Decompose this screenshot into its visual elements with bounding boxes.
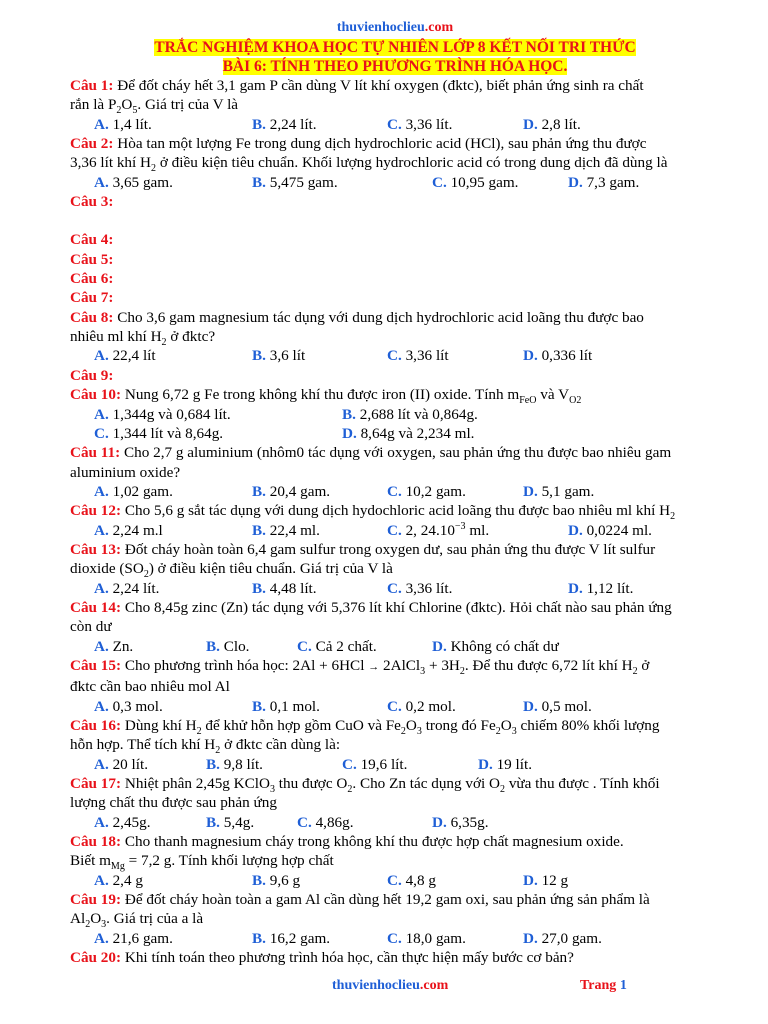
page-number: Trang 1 (580, 978, 627, 993)
option-a[interactable]: A. 2,24 lít. (94, 579, 160, 597)
option-d[interactable]: D. 27,0 gam. (523, 929, 602, 947)
document-title: TRẮC NGHIỆM KHOA HỌC TỰ NHIÊN LỚP 8 KẾT NỐI TRI THỨC (154, 39, 636, 56)
answer-options (70, 871, 720, 890)
answer-options (70, 346, 720, 365)
option-c[interactable]: C. 0,2 mol. (387, 697, 456, 715)
option-d[interactable]: D. 7,3 gam. (568, 173, 640, 191)
site-header[interactable] (70, 18, 720, 38)
option-a[interactable]: A. 21,6 gam. (94, 929, 173, 947)
option-c[interactable]: C. 2, $24.10^{-3}$ ml. (387, 520, 490, 539)
option-d[interactable]: D. 5,1 gam. (523, 482, 595, 500)
answer-options (70, 579, 720, 598)
option-b[interactable]: B. 22,4 ml. (252, 521, 320, 539)
option-c[interactable]: C. 18,0 gam. (387, 929, 466, 947)
option-c[interactable]: C. 3,36 lít. (387, 115, 453, 133)
answer-options (70, 755, 720, 774)
option-d[interactable]: D. 2,8 lít. (523, 115, 581, 133)
option-a[interactable]: A. Zn. (94, 637, 134, 655)
arrow-icon: → (368, 660, 380, 673)
option-c[interactable]: C. Cả 2 chất. (297, 637, 377, 655)
option-c[interactable]: C. 19,6 lít. (342, 755, 408, 773)
option-b[interactable]: B. 3,6 lít (252, 347, 306, 365)
answer-options (70, 929, 720, 948)
option-d[interactable]: D. 0,336 lít (523, 347, 593, 365)
option-a[interactable]: A. 1,344g và 0,684 lít. (94, 405, 231, 423)
option-b[interactable]: B. 0,1 mol. (252, 697, 320, 715)
option-a[interactable]: A. 3,65 gam. (94, 173, 173, 191)
question-6: Câu 6: (70, 270, 114, 288)
option-b[interactable]: B. 2,688 lít và 0,864g. (342, 405, 478, 423)
option-b[interactable]: B. 9,6 g (252, 871, 301, 889)
question-17: Câu 17: Nhiệt phân 2,45g KClO$_3$ thu được $O_2$. Cho Zn tác dụng với $O_2$ vừa thu được . Tính khối (70, 775, 660, 796)
option-d[interactable]: D. 12 g (523, 871, 569, 889)
question-15: Câu 15: Cho phương trình hóa học: 2Al + 6HCl → 2AlCl$_3$ + $3H_2$. Để thu được 6,72 lít khí $H_2$ ở (70, 656, 650, 677)
option-c[interactable]: C. 1,344 lít và 8,64g. (94, 424, 224, 442)
question-19: Câu 19: Để đốt cháy hoàn toàn a gam Al cần dùng hết 19,2 gam oxi, sau phản ứng sản phẩm là (70, 891, 650, 909)
option-b[interactable]: B. 2,24 lít. (252, 115, 317, 133)
option-a[interactable]: A. 2,24 m.l (94, 521, 163, 539)
option-b[interactable]: B. 16,2 gam. (252, 929, 331, 947)
question-20: Câu 20: Khi tính toán theo phương trình hóa học, cần thực hiện mấy bước cơ bản? (70, 949, 574, 967)
answer-options (70, 424, 720, 443)
option-b[interactable]: B. 5,4g. (206, 813, 255, 831)
option-d[interactable]: D. 8,64g và 2,234 ml. (342, 424, 475, 442)
option-d[interactable]: D. 0,0224 ml. (568, 521, 652, 539)
option-b[interactable]: B. 9,8 lít. (206, 755, 263, 773)
option-b[interactable]: B. 20,4 gam. (252, 482, 331, 500)
option-b[interactable]: B. Clo. (206, 637, 250, 655)
option-d[interactable]: D. Không có chất dư (432, 637, 559, 655)
footer-site-link[interactable]: thuvienhoclieu.com (332, 978, 449, 993)
option-a[interactable]: A. 1,02 gam. (94, 482, 173, 500)
option-c[interactable]: C. 4,8 g (387, 871, 436, 889)
answer-options (70, 697, 720, 716)
question-10: Câu 10: Nung 6,72 g Fe trong không khí thu được iron (II) oxide. Tính $m_{FeO}$ và $V_{O2}$ (70, 386, 582, 407)
option-c[interactable]: C. 4,86g. (297, 813, 354, 831)
question-16: Câu 16: Dùng khí $H_2$ để khử hỗn hợp gồm CuO và $Fe_2O_3$ trong đó $Fe_2O_3$ chiếm 80% khối lượng (70, 717, 660, 738)
question-4: Câu 4: (70, 231, 114, 249)
answer-options (70, 482, 720, 501)
option-a[interactable]: A. 2,45g. (94, 813, 151, 831)
option-d[interactable]: D. 19 lít. (478, 755, 533, 773)
option-d[interactable]: D. 6,35g. (432, 813, 489, 831)
option-b[interactable]: B. 4,48 lít. (252, 579, 317, 597)
answer-options (70, 115, 720, 134)
answer-options (70, 637, 720, 656)
page-footer (0, 978, 768, 998)
answer-options (70, 813, 720, 832)
option-d[interactable]: D. 1,12 lít. (568, 579, 634, 597)
question-2: Câu 2: Hòa tan một lượng Fe trong dung dịch hydrochloric acid (HCl), sau phản ứng thu được (70, 135, 647, 153)
question-14: Câu 14: Cho 8,45g zinc (Zn) tác dụng với 5,376 lít khí Chlorine (đktc). Hỏi chất nào sau phản ứng (70, 598, 672, 616)
option-a[interactable]: A. 1,4 lít. (94, 115, 152, 133)
site-name: thuvienhoclieu (336, 20, 425, 35)
option-b[interactable]: B. 5,475 gam. (252, 173, 338, 191)
answer-options (70, 521, 720, 540)
option-c[interactable]: C. 10,95 gam. (432, 173, 519, 191)
option-c[interactable]: C. 3,36 lít (387, 347, 449, 365)
option-d[interactable]: D. 0,5 mol. (523, 697, 592, 715)
site-domain: .com (424, 20, 454, 35)
answer-options (70, 173, 720, 192)
question-1: Câu 1: Để đốt cháy hết 3,1 gam P cần dùng V lít khí oxygen (đktc), biết phản ứng sinh ra chất (70, 77, 644, 94)
option-a[interactable]: A. 0,3 mol. (94, 697, 163, 715)
option-c[interactable]: C. 10,2 gam. (387, 482, 466, 500)
lesson-title: BÀI 6: TÍNH THEO PHƯƠNG TRÌNH HÓA HỌC. (222, 58, 568, 75)
option-a[interactable]: A. 22,4 lít (94, 347, 156, 365)
option-a[interactable]: A. 2,4 g (94, 871, 143, 889)
question-7: Câu 7: (70, 289, 114, 307)
question-18: Câu 18: Cho thanh magnesium cháy trong không khí thu được hợp chất magnesium oxide. (70, 833, 624, 851)
question-13: Câu 13: Đốt cháy hoàn toàn 6,4 gam sulfur trong oxygen dư, sau phản ứng thu được V lít sulfur (70, 540, 656, 558)
question-3: Câu 3: (70, 193, 114, 211)
question-9: Câu 9: (70, 366, 114, 384)
question-12: Câu 12: Cho 5,6 g sắt tác dụng với dung dịch hydochloric acid loãng thu được bao nhiêu ml khí $H_2$ (70, 502, 676, 523)
option-c[interactable]: C. 3,36 lít. (387, 579, 453, 597)
question-8: Câu 8: Cho 3,6 gam magnesium tác dụng với dung dịch hydrochloric acid loãng thu được bao (70, 308, 644, 326)
answer-options (70, 405, 720, 424)
document-page: thuvienhoclieu.com TRẮC NGHIỆM KHOA HỌC TỰ NHIÊN LỚP 8 KẾT NỐI TRI THỨC BÀI 6: TÍNH THEO PHƯƠNG TRÌNH HÓA HỌC. Câu 1: Để đốt cháy hết 3,1 gam P cần dùng V lít khí oxygen (đktc), biết phản ứng sinh ra chất rắn là $P_2O_5$. Giá trị của V là A. 1,4 lít. B. 2,24 lít. C. 3,36 lít. D. 2,8 lít. Câu 2: Hòa tan một lượng Fe trong dung dịch hydrochloric acid (HCl), sau phản ứng thu được 3,36 lít khí $H_2$ ở điều kiện tiêu chuẩn. Khối lượng hydrochloric acid có trong dung dịch đã dùng là A. 3,65 gam. B. 5,475 gam. C. 10,95 gam. D. 7,3 gam. Câu 3: Câu 4: Câu 5: Câu 6: Câu 7: Câu 8: Cho 3,6 gam magnesium tác dụng với dung dịch hydrochloric acid loãng thu được bao nhiêu ml khí $H_2$ ở đktc? A. 22,4 lít B. 3,6 lít C. 3,36 lít D. 0,336 lít Câu 9: Câu 10: Nung 6,72 g Fe trong không khí thu được iron (II) oxide. Tính $m_{FeO}$ và $V_{O2}$ A. 1,344g và 0,684 lít. B. 2,688 lít và 0,864g. C. 1,344 lít và 8,64g. D. 8,64g và 2,234 ml. Câu 11: Cho 2,7 g aluminium (nhôm0 tác dụng với oxygen, sau phản ứng thu được bao nhiêu gam aluminium oxide? A. 1,02 gam. B. 20,4 gam. C. 10,2 gam. D. 5,1 gam. Câu 12: Cho 5,6 g sắt tác dụng với dung dịch hydochloric acid loãng thu được bao nhiêu ml khí $H_2$ A. 2,24 m.l B. 22,4 ml. C. 2, $24.10^{-3}$ ml. D. 0,0224 ml. Câu 13: Đốt cháy hoàn toàn 6,4 gam sulfur trong oxygen dư, sau phản ứng thu được V lít sulfur dioxide $(SO_2)$ ở điều kiện tiêu chuẩn. Giá trị của V là A. 2,24 lít. B. 4,48 lít. C. 3,36 lít. D. 1,12 lít. Câu 14: Cho 8,45g zinc (Zn) tác dụng với 5,376 lít khí Chlorine (đktc). Hỏi chất nào sau phản ứng còn dư A. Zn. B. Clo. C. Cả 2 chất. D. Không có chất dư Câu 15: Cho phương trình hóa học: 2Al + 6HCl → 2AlCl$_3$ + $3H_2$. Để thu được 6,72 lít khí $H_2$ ở đktc cần bao nhiêu mol Al A. 0,3 mol. B. 0,1 mol. C. 0,2 mol. D. 0,5 mol. Câu 16: Dùng khí $H_2$ để khử hỗn hợp gồm CuO và $Fe_2O_3$ trong đó $Fe_2O_3$ chiếm 80% khối lượng hỗn hợp. Thể tích khí $H_2$ ở đktc cần dùng là: A. 20 lít. B. 9,8 lít. C. 19,6 lít. D. 19 lít. Câu 17: Nhiệt phân 2,45g KClO$_3$ thu được $O_2$. Cho Zn tác dụng với $O_2$ vừa thu được . Tính khối lượng chất thu được sau phản ứng A. 2,45g. B. 5,4g. C. 4,86g. D. 6,35g. Câu 18: Cho thanh magnesium cháy trong không khí thu được hợp chất magnesium oxide. Biết $m_{Mg} = 7,2$ g. Tính khối lượng hợp chất A. 2,4 g B. 9,6 g C. 4,8 g D. 12 g Câu 19: Để đốt cháy hoàn toàn a gam Al cần dùng hết 19,2 gam oxi, sau phản ứng sản phẩm là $Al_2O_3$. Giá trị của a là A. 21,6 gam. B. 16,2 gam. C. 18,0 gam. D. 27,0 gam. Câu 20: Khi tính toán theo phương trình hóa học, cần thực hiện mấy bước cơ bản? (70, 18, 720, 967)
option-a[interactable]: A. 20 lít. (94, 755, 149, 773)
question-11: Câu 11: Cho 2,7 g aluminium (nhôm0 tác dụng với oxygen, sau phản ứng thu được bao nhiêu gam (70, 444, 672, 462)
question-5: Câu 5: (70, 250, 114, 268)
